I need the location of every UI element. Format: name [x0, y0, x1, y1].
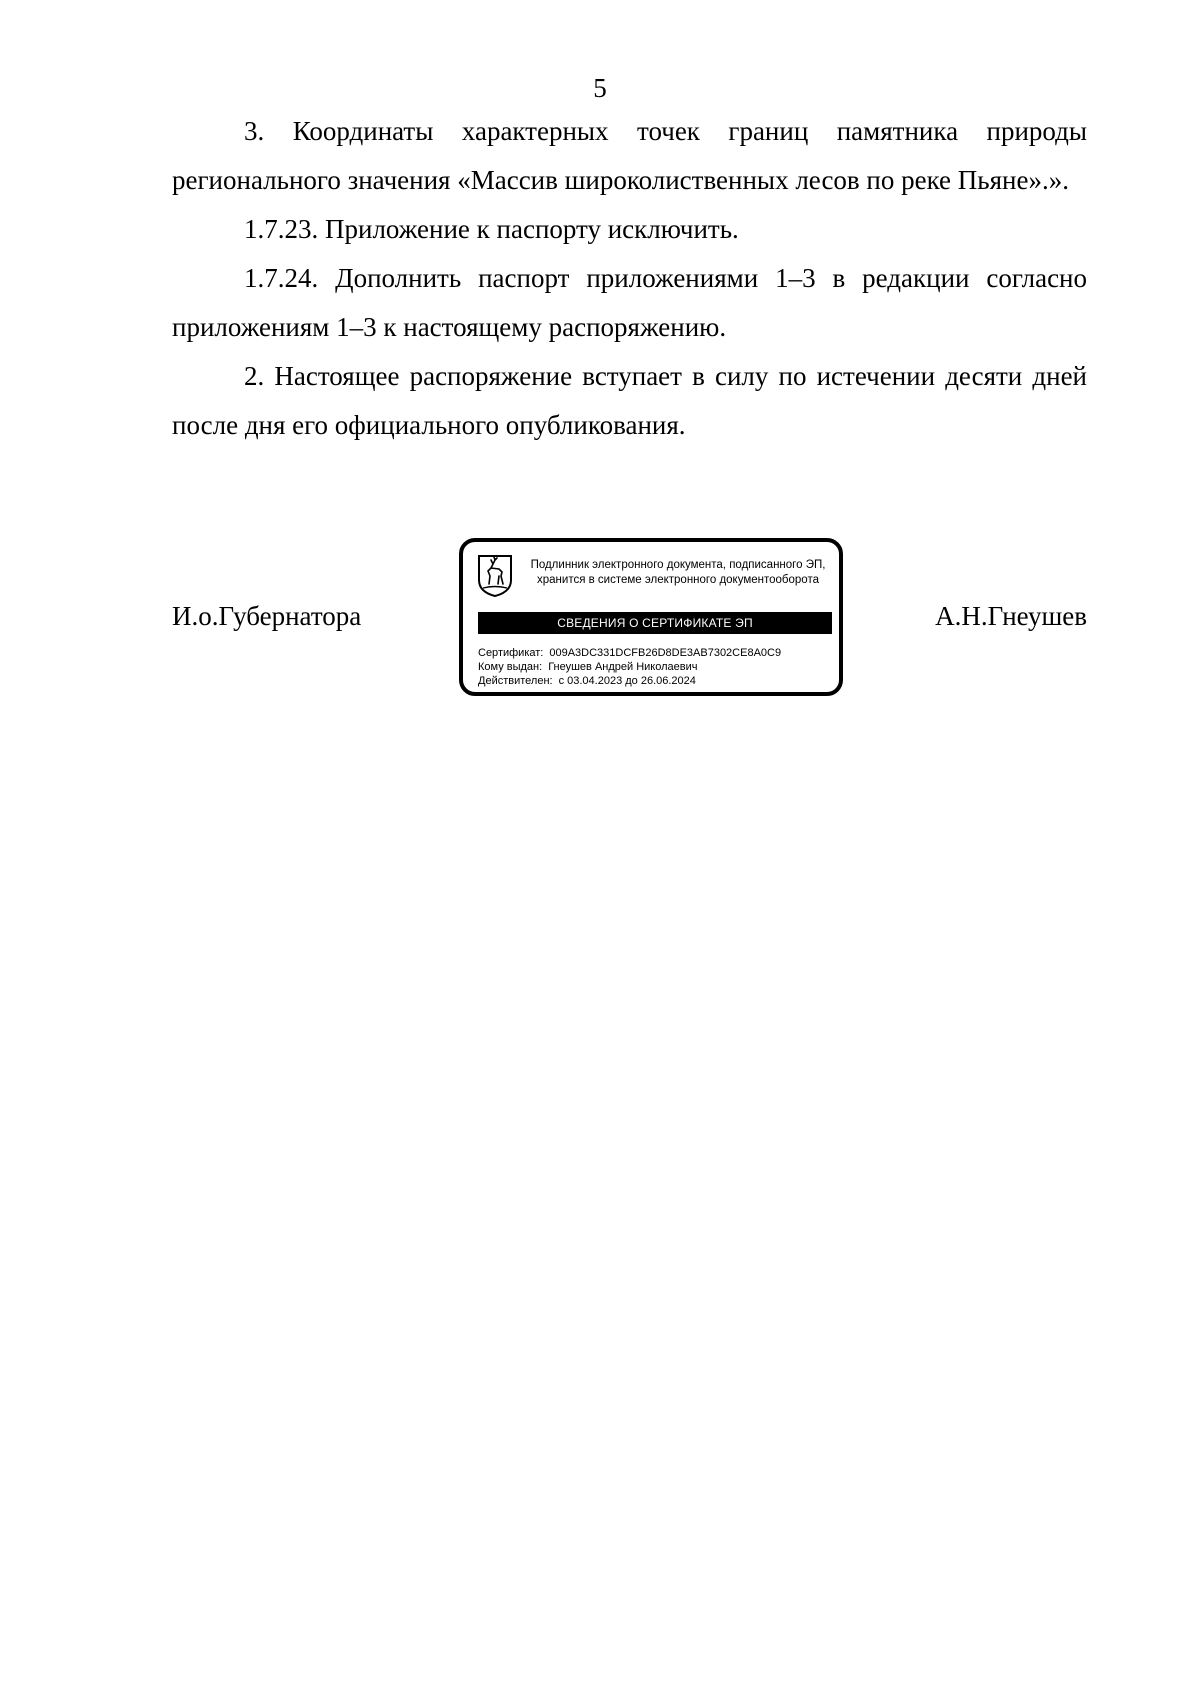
- ep-issued-to-value: Гнеушев Андрей Николаевич: [548, 661, 698, 673]
- paragraph-coordinates: 3. Координаты характерных точек границ памятника природы регионального значения «Массив широколиственных лесов по реке Пьяне».».: [172, 116, 1087, 195]
- ep-valid-row: [478, 674, 832, 688]
- deer-coat-of-arms-icon: [477, 554, 513, 598]
- ep-valid-value: с 03.04.2023 до 26.06.2024: [558, 675, 696, 687]
- paragraph-1-7-23: 1.7.23. Приложение к паспорту исключить.: [244, 214, 739, 244]
- ep-issued-to-label: Кому выдан:: [478, 661, 543, 673]
- ep-certificate-header: СВЕДЕНИЯ О СЕРТИФИКАТЕ ЭП: [478, 612, 832, 634]
- ep-original-note: [519, 558, 837, 588]
- signatory-name: А.Н.Гнеушев: [935, 601, 1087, 631]
- signatory-position: И.о.Губернатора: [172, 601, 362, 631]
- ep-certificate-label: Сертификат:: [478, 647, 544, 659]
- ep-certificate-value: 009A3DC331DCFB26D8DE3AB7302CE8A0C9: [549, 647, 782, 659]
- ep-note-line-1: Подлинник электронного документа, подписанного ЭП,: [530, 559, 826, 571]
- ep-certificate-details: [478, 646, 832, 688]
- ep-valid-label: Действителен:: [478, 675, 553, 687]
- ep-issued-to-row: [478, 660, 832, 674]
- ep-note-line-2: хранится в системе электронного документооборота: [537, 574, 819, 586]
- electronic-signature-stamp: [459, 538, 843, 696]
- paragraph-effective-date: 2. Настоящее распоряжение вступает в силу по истечении десяти дней после дня его официального опубликования.: [172, 361, 1087, 440]
- page-number: 5: [593, 73, 607, 103]
- ep-certificate-row: [478, 646, 832, 660]
- paragraph-1-7-24: 1.7.24. Дополнить паспорт приложениями 1–3 в редакции согласно приложениям 1–3 к настоящему распоряжению.: [172, 263, 1087, 342]
- document-body: [172, 107, 1087, 450]
